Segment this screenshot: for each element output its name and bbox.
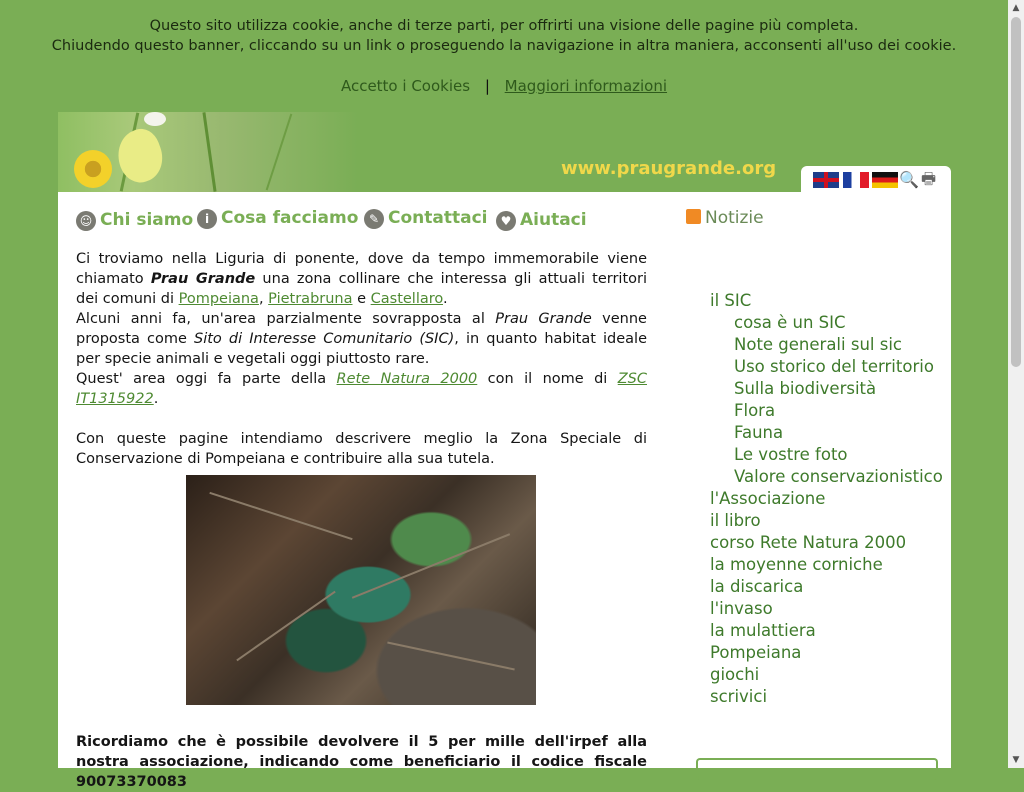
heart-icon: ♥ <box>496 211 516 231</box>
sidebar-item-flora[interactable]: Flora <box>734 401 776 420</box>
site-header <box>58 112 951 192</box>
sidebar-item-uso-storico[interactable]: Uso storico del territorio <box>734 357 934 376</box>
sidebar-item-cosa-e-un-sic[interactable]: cosa è un SIC <box>734 313 846 332</box>
pietrabruna-link[interactable]: Pietrabruna <box>268 291 353 307</box>
cookie-text-line2: Chiudendo questo banner, cliccando su un link o proseguendo la navigazione in altra maniera, acconsenti all'uso dei cookie. <box>51 38 957 54</box>
intro-paragraph-3: Quest' area oggi fa parte della Rete Natura 2000 con il nome di ZSC IT1315922. <box>76 371 647 407</box>
pompeiana-link[interactable]: Pompeiana <box>178 291 259 307</box>
sidebar-item-corso[interactable]: corso Rete Natura 2000 <box>710 533 907 552</box>
nav-cosa-facciamo[interactable] <box>197 208 358 229</box>
sidebar-item-mulattiera[interactable]: la mulattiera <box>710 621 816 640</box>
accept-cookies-button[interactable]: Accetto i Cookies <box>340 77 471 95</box>
nav-aiutaci[interactable] <box>496 210 587 231</box>
sidebar-menu <box>710 290 943 708</box>
nav-label: Aiutaci <box>520 210 587 230</box>
lizard-photo <box>186 475 536 705</box>
sidebar-item-discarica[interactable]: la discarica <box>710 577 804 596</box>
castellaro-link[interactable]: Castellaro <box>370 291 444 307</box>
page-scrollbar[interactable] <box>1008 0 1024 768</box>
search-icon[interactable]: 🔍 <box>899 170 919 189</box>
main-nav <box>58 208 658 236</box>
intro-paragraph-2: Alcuni anni fa, un'area parzialmente sovrapposta al Prau Grande venne proposta come Sito di Interesse Comunitario (SIC), in quanto habitat ideale per specie animali e vegetali oggi piuttosto rare. <box>76 311 648 367</box>
scroll-thumb[interactable] <box>1011 17 1021 367</box>
intro-paragraph-1: Ci troviamo nella Liguria di ponente, dove da tempo immemorabile viene chiamato Prau Grande una zona collinare che interessa gli attuali territori dei comuni di Pompeiana, Pietrabruna e Castellaro. <box>76 251 647 307</box>
sidebar-item-associazione[interactable]: l'Associazione <box>710 489 826 508</box>
user-icon: ☺ <box>76 211 96 231</box>
butterfly-image <box>110 124 169 188</box>
nav-contattaci[interactable] <box>364 208 488 229</box>
sidebar-item-scrivici[interactable]: scrivici <box>710 687 768 706</box>
sidebar-item-valore[interactable]: Valore conservazionistico <box>734 467 943 486</box>
main-panel <box>58 192 951 790</box>
nav-chi-siamo[interactable] <box>76 210 193 231</box>
sidebar-item-fauna[interactable]: Fauna <box>734 423 784 442</box>
sidebar-item-invaso[interactable]: l'invaso <box>710 599 773 618</box>
header-tools <box>801 166 951 192</box>
sidebar-item-giochi[interactable]: giochi <box>710 665 760 684</box>
flower-image <box>74 150 112 188</box>
cookie-actions <box>0 76 1008 96</box>
pencil-icon: ✎ <box>364 209 384 229</box>
uk-flag-icon[interactable] <box>813 172 839 188</box>
scroll-down-arrow-icon[interactable]: ▼ <box>1012 755 1020 765</box>
site-url[interactable]: www.praugrande.org <box>561 158 777 179</box>
sidebar-item-moyenne-corniche[interactable]: la moyenne corniche <box>710 555 883 574</box>
five-per-mille-note: Ricordiamo che è possibile devolvere il 5 per mille dell'irpef alla nostra associazione, indicando come beneficiario il codice fiscale 90073370083 <box>76 734 647 790</box>
intro-text <box>76 249 647 469</box>
sidebar-box <box>696 758 938 780</box>
rss-icon <box>686 209 701 224</box>
intro-paragraph-4: Con queste pagine intendiamo descrivere meglio la Zona Speciale di Conservazione di Pompeiana e contribuire alla sua tutela. <box>76 431 647 467</box>
more-info-link[interactable]: Maggiori informazioni <box>504 77 668 95</box>
fr-flag-icon[interactable] <box>843 172 869 188</box>
nav-label: Contattaci <box>388 208 488 228</box>
notizie-label: Notizie <box>705 208 764 228</box>
daisy-image <box>144 112 166 126</box>
cookie-banner <box>0 0 1008 112</box>
zsc-link[interactable]: ZSC IT1315922 <box>76 371 647 407</box>
info-icon: i <box>197 209 217 229</box>
sidebar-item-pompeiana[interactable]: Pompeiana <box>710 643 802 662</box>
nav-label: Chi siamo <box>100 210 194 230</box>
scroll-up-arrow-icon[interactable]: ▲ <box>1012 3 1020 13</box>
nav-label: Cosa facciamo <box>221 208 359 228</box>
print-icon[interactable]: 🖶 <box>921 169 937 188</box>
sidebar-item-libro[interactable]: il libro <box>710 511 761 530</box>
sidebar-item-note-generali[interactable]: Note generali sul sic <box>734 335 902 354</box>
sidebar-item-biodiversita[interactable]: Sulla biodiversità <box>734 379 877 398</box>
sidebar-item-vostre-foto[interactable]: Le vostre foto <box>734 445 848 464</box>
rete-natura-link[interactable]: Rete Natura 2000 <box>336 371 478 387</box>
cookie-text-line1: Questo sito utilizza cookie, anche di terze parti, per offrirti una visione delle pagine più completa. <box>149 18 859 34</box>
cookie-separator: | <box>484 77 490 95</box>
notizie-link[interactable] <box>686 208 764 228</box>
header-butterfly-photo <box>58 112 358 192</box>
de-flag-icon[interactable] <box>872 172 898 188</box>
sidebar-item-il-sic[interactable]: il SIC <box>710 291 752 310</box>
